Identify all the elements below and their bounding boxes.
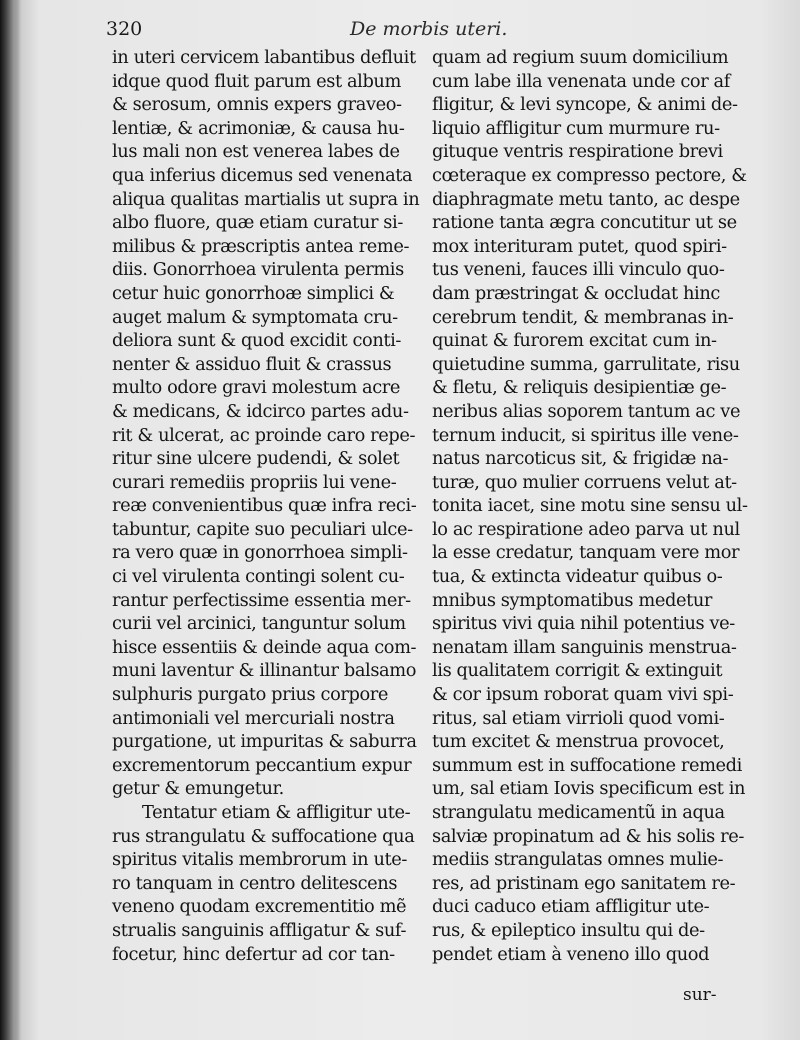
text-line: hisce essentiis & deinde aqua com-: [112, 636, 417, 658]
text-line: ro tanquam in centro delitescens: [112, 872, 398, 894]
text-line: rus strangulatu & suffocatione qua: [112, 825, 415, 847]
text-line: & cor ipsum roborat quam vivi spi-: [432, 684, 734, 706]
text-line: tabuntur, capite suo peculiari ulce-: [112, 518, 413, 540]
text-line: turæ, quo mulier corruens velut at-: [432, 471, 737, 493]
page-gutter-shadow: [0, 0, 20, 1040]
text-line: pendet etiam à veneno illo quod: [432, 943, 710, 965]
text-line: & serosum, omnis expers graveo-: [112, 94, 402, 116]
text-line: sulphuris purgato prius corpore: [112, 684, 389, 706]
text-line: summum est in suffocatione remedi: [432, 754, 742, 776]
text-line: liquio affligitur cum murmure ru-: [432, 117, 720, 139]
text-line: & fletu, & reliquis desipientiæ ge-: [432, 377, 727, 399]
right-text-column: [432, 46, 748, 966]
text-line: spiritus vitalis membrorum in ute-: [112, 849, 408, 871]
text-line: quinat & furorem excitat cum in-: [432, 330, 717, 352]
text-line: & medicans, & idcirco partes adu-: [112, 400, 409, 422]
text-line: tua, & extincta videatur quibus o-: [432, 566, 723, 588]
text-line: focetur, hinc defertur ad cor tan-: [112, 943, 395, 965]
text-line: spiritus vivi quia nihil potentius ve-: [432, 613, 735, 635]
paragraph-start-line: Tentatur etiam & affligitur ute-: [142, 802, 411, 823]
text-line: qua inferius dicemus sed venenata: [112, 164, 413, 186]
text-line: ritur sine ulcere pudendi, & solet: [112, 448, 400, 470]
text-line: auget malum & symptomata cru-: [112, 306, 398, 328]
text-line: ci vel virulenta contingi solent cu-: [112, 566, 405, 588]
text-line: ratione tanta ægra concutitur ut se: [432, 212, 737, 234]
text-line: cerebrum tendit, & membranas in-: [432, 306, 734, 328]
text-line: lo ac respiratione adeo parva ut nul: [432, 518, 740, 540]
text-line: mox interituram putet, quod spiri-: [432, 235, 727, 257]
text-line: nenter & assiduo fluit & crassus: [112, 353, 392, 375]
text-line: neribus alias soporem tantum ac ve: [432, 400, 741, 422]
text-line: res, ad pristinam ego sanitatem re-: [432, 872, 736, 894]
text-line: lus mali non est venerea labes de: [112, 141, 400, 163]
text-line: purgatione, ut impuritas & saburra: [112, 731, 417, 753]
page-number: 320: [106, 18, 143, 40]
text-line: strangulatu medicamentũ in aqua: [432, 802, 725, 823]
text-line: gituque ventris respiratione brevi: [432, 141, 723, 163]
text-line: ra vero quæ in gonorrhoea simpli-: [112, 542, 408, 564]
text-line: rit & ulcerat, ac proinde caro repe-: [112, 424, 416, 446]
text-line: ternum inducit, si spiritus ille vene-: [432, 424, 739, 446]
text-line: natus narcoticus sit, & frigidæ na-: [432, 448, 729, 470]
text-line: curari remediis propriis lui vene-: [112, 471, 397, 493]
text-line: milibus & præscriptis antea reme-: [112, 235, 410, 257]
text-line: mediis strangulatas omnes mulie-: [432, 849, 724, 871]
text-line: quietudine summa, garrulitate, risu: [432, 353, 740, 375]
text-line: reæ convenientibus quæ infra reci-: [112, 495, 417, 517]
text-line: curii vel arcinici, tanguntur solum: [112, 613, 406, 635]
text-line: excrementorum peccantium expur: [112, 754, 412, 776]
text-line: in uteri cervicem labantibus defluit: [112, 47, 416, 68]
text-line: diis. Gonorrhoea virulenta permis: [112, 259, 404, 281]
text-line: muni laventur & illinantur balsamo: [112, 660, 417, 682]
text-line: dam præstringat & occludat hinc: [432, 282, 720, 304]
text-line: ritus, sal etiam virrioli quod vomi-: [432, 707, 725, 729]
text-line: aliqua qualitas martialis ut supra in: [112, 188, 420, 210]
text-line: cœteraque ex compresso pectore, &: [432, 164, 747, 186]
running-title: De morbis uteri.: [350, 18, 508, 40]
text-line: la esse credatur, tanquam vere mor: [432, 542, 740, 564]
text-line: antimoniali vel mercuriali nostra: [112, 707, 395, 729]
text-line: salviæ propinatum ad & his solis re-: [432, 825, 744, 847]
text-line: getur & emungetur.: [112, 778, 284, 800]
text-line: idque quod fluit parum est album: [112, 70, 401, 92]
left-text-column: [112, 46, 420, 966]
text-line: veneno quodam excrementitio mẽ: [112, 896, 407, 918]
text-line: tum excitet & menstrua provocet,: [432, 731, 725, 753]
text-line: multo odore gravi molestum acre: [112, 377, 401, 399]
text-line: tus veneni, fauces illi vinculo quo-: [432, 259, 725, 281]
text-line: rus, & epileptico insultu qui de-: [432, 919, 705, 941]
text-line: mnibus symptomatibus medetur: [432, 589, 712, 611]
text-line: rantur perfectissime essentia mer-: [112, 589, 411, 611]
text-line: duci caduco etiam affligitur ute-: [432, 896, 710, 918]
text-line: tonita iacet, sine motu sine sensu ul-: [432, 495, 748, 517]
text-line: cum labe illa venenata unde cor af: [432, 70, 730, 92]
text-line: strualis sanguinis affligatur & suf-: [112, 919, 407, 941]
text-line: cetur huic gonorrhoæ simplici &: [112, 282, 395, 304]
catchword: sur-: [683, 985, 717, 1005]
text-line: um, sal etiam Iovis specificum est in: [432, 778, 746, 800]
text-line: fligitur, & levi syncope, & animi de-: [432, 94, 738, 116]
text-line: nenatam illam sanguinis menstrua-: [432, 636, 737, 658]
text-line: lis qualitatem corrigit & extinguit: [432, 660, 723, 682]
text-line: deliora sunt & quod excidit conti-: [112, 330, 402, 352]
text-line: diaphragmate metu tanto, ac despe: [432, 188, 740, 210]
text-line: albo fluore, quæ etiam curatur si-: [112, 212, 403, 234]
text-line: quam ad regium suum domicilium: [432, 47, 729, 68]
text-line: lentiæ, & acrimoniæ, & causa hu-: [112, 117, 405, 139]
